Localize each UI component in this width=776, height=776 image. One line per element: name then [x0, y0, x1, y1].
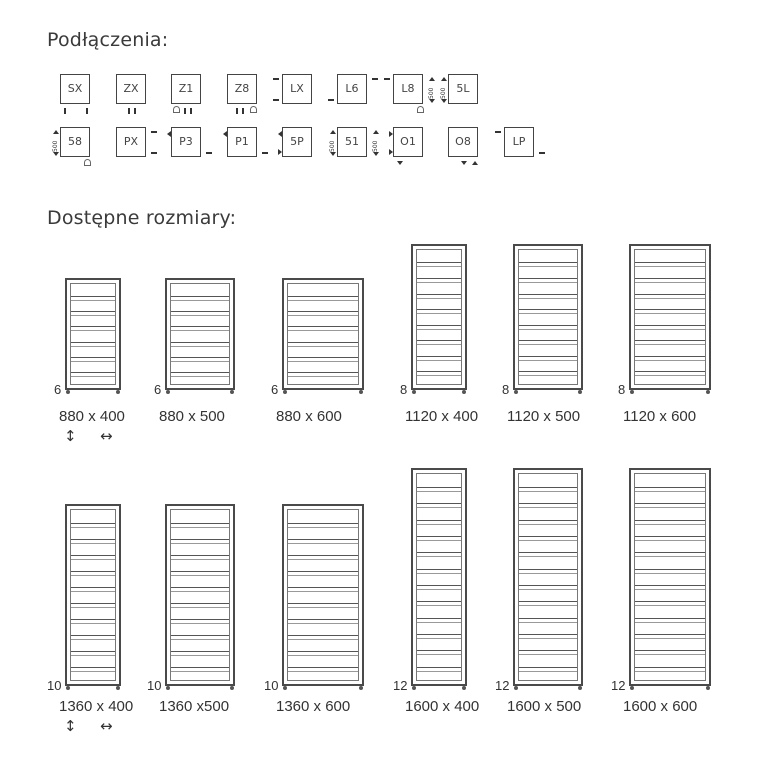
- size-label: 880 x 400: [59, 408, 125, 425]
- radiator-0-3: [411, 244, 467, 390]
- radiator-foot: [706, 686, 710, 690]
- radiator-1-1: [165, 504, 235, 686]
- radiator-foot: [359, 390, 363, 394]
- radiator-foot: [578, 686, 582, 690]
- pipe-mark: [539, 152, 545, 154]
- radiator-rung: [71, 651, 115, 656]
- radiator-rung: [171, 555, 229, 560]
- radiator-rung: [417, 340, 461, 345]
- radiator-foot: [514, 390, 518, 394]
- arrow-icon: [373, 130, 379, 134]
- radiator-rung: [288, 539, 358, 544]
- connection-P3: [171, 127, 201, 157]
- connection-P1: [227, 127, 257, 157]
- radiator-rung: [417, 552, 461, 557]
- arrow-icon: [330, 152, 336, 156]
- vertical-arrow-icon: ↕: [64, 427, 77, 445]
- radiator-foot: [230, 390, 234, 394]
- arrow-icon: [278, 149, 282, 155]
- arrow-icon: [429, 99, 435, 103]
- connection-51: [329, 127, 379, 157]
- radiator-rung: [519, 667, 577, 672]
- rung-count: 10: [264, 678, 279, 693]
- radiator-foot: [66, 390, 70, 394]
- radiator-rung: [288, 635, 358, 640]
- radiator-rung: [171, 603, 229, 608]
- radiator-rung: [635, 569, 705, 574]
- connection-code: ZX: [123, 82, 139, 95]
- rung-count: 10: [47, 678, 62, 693]
- radiator-rung: [635, 667, 705, 672]
- radiator-rung: [417, 487, 461, 492]
- pipe-mark: [151, 152, 157, 154]
- radiator-rung: [417, 536, 461, 541]
- connection-5L: [440, 74, 478, 104]
- radiator-foot: [116, 390, 120, 394]
- radiator-rung: [417, 667, 461, 672]
- radiator-0-2: [282, 278, 364, 390]
- radiator-rung: [519, 585, 577, 590]
- size-label: 1360 x500: [159, 698, 230, 715]
- radiator-rung: [171, 667, 229, 672]
- radiator-foot: [630, 686, 634, 690]
- connection-SX: [60, 74, 90, 104]
- radiator-foot: [116, 686, 120, 690]
- arrow-icon: [472, 161, 478, 165]
- radiator-rung: [171, 326, 229, 331]
- radiator-rung: [519, 569, 577, 574]
- pipe-mark: [384, 78, 390, 80]
- pipe-mark: [86, 108, 88, 114]
- radiator-rung: [635, 487, 705, 492]
- radiator-rung: [288, 296, 358, 301]
- arrow-icon: [441, 77, 447, 81]
- rung-count: 12: [393, 678, 408, 693]
- connection-code: Z1: [178, 82, 194, 95]
- dimension-label: 500: [52, 140, 59, 152]
- radiator-rung: [635, 618, 705, 623]
- size-label: 1360 x 600: [276, 698, 351, 715]
- radiator-rung: [171, 587, 229, 592]
- connection-code: Z8: [234, 82, 250, 95]
- arrow-icon: [373, 152, 379, 156]
- radiator-foot: [166, 686, 170, 690]
- radiator-rung: [71, 635, 115, 640]
- radiator-rung: [288, 587, 358, 592]
- radiator-rung: [417, 650, 461, 655]
- connection-code: PX: [123, 135, 139, 148]
- connection-Z8: [227, 74, 257, 104]
- rung-count: 8: [618, 382, 626, 397]
- radiator-rung: [417, 601, 461, 606]
- size-label: 880 x 600: [276, 408, 342, 425]
- radiator-rung: [71, 326, 115, 331]
- radiator-rung: [417, 356, 461, 361]
- radiator-rung: [171, 523, 229, 528]
- radiator-rung: [71, 587, 115, 592]
- arrow-icon: [223, 131, 227, 137]
- radiator-rung: [519, 340, 577, 345]
- radiator-rung: [519, 536, 577, 541]
- vertical-arrow-icon: ↕: [64, 717, 77, 735]
- pipe-mark: [372, 78, 378, 80]
- radiator-rung: [417, 309, 461, 314]
- radiator-rung: [71, 357, 115, 362]
- radiator-rung: [635, 356, 705, 361]
- radiator-rung: [71, 539, 115, 544]
- connection-code: O1: [400, 135, 416, 148]
- valve-icon: [417, 106, 424, 113]
- valve-icon: [173, 106, 180, 113]
- radiator-rung: [635, 309, 705, 314]
- radiator-rung: [171, 357, 229, 362]
- pipe-mark: [206, 152, 212, 154]
- radiator-rung: [71, 296, 115, 301]
- radiator-rung: [635, 536, 705, 541]
- radiator-0-5: [629, 244, 711, 390]
- size-label: 1120 x 400: [405, 408, 479, 425]
- rung-count: 12: [611, 678, 626, 693]
- radiator-rung: [635, 371, 705, 376]
- arrow-icon: [278, 131, 282, 137]
- radiator-rung: [71, 667, 115, 672]
- sizes-heading: Dostępne rozmiary:: [47, 207, 237, 229]
- radiator-rung: [288, 619, 358, 624]
- radiator-rung: [635, 278, 705, 283]
- size-label: 1360 x 400: [59, 698, 134, 715]
- arrow-icon: [441, 99, 447, 103]
- pipe-mark: [151, 131, 157, 133]
- radiator-inner-frame: [518, 249, 578, 385]
- radiator-foot: [359, 686, 363, 690]
- radiator-rung: [519, 601, 577, 606]
- radiator-rung: [635, 520, 705, 525]
- radiator-1-4: [513, 468, 583, 686]
- size-label: 1120 x 600: [623, 408, 697, 425]
- radiator-1-2: [282, 504, 364, 686]
- connection-Z1: [171, 74, 201, 104]
- radiator-rung: [519, 520, 577, 525]
- dimension-label: 500: [372, 140, 379, 152]
- radiator-rung: [635, 601, 705, 606]
- connection-O1: [393, 127, 423, 157]
- connection-O8: [448, 127, 478, 157]
- radiator-foot: [514, 686, 518, 690]
- radiator-foot: [630, 390, 634, 394]
- radiator-inner-frame: [634, 249, 706, 385]
- radiator-foot: [462, 390, 466, 394]
- radiator-rung: [71, 555, 115, 560]
- radiator-rung: [519, 325, 577, 330]
- connection-code: L8: [401, 82, 415, 95]
- connection-PX: [116, 127, 146, 157]
- radiator-rung: [171, 635, 229, 640]
- pipe-mark: [242, 108, 244, 114]
- pipe-mark: [273, 78, 279, 80]
- radiator-rung: [519, 356, 577, 361]
- radiator-inner-frame: [416, 249, 462, 385]
- radiator-rung: [635, 503, 705, 508]
- size-label: 1600 x 600: [623, 698, 698, 715]
- rung-count: 6: [154, 382, 162, 397]
- radiator-rung: [171, 571, 229, 576]
- radiator-rung: [417, 371, 461, 376]
- size-label: 1120 x 500: [507, 408, 581, 425]
- pipe-mark: [128, 108, 130, 114]
- radiator-rung: [288, 357, 358, 362]
- radiator-rung: [288, 372, 358, 377]
- radiator-rung: [635, 294, 705, 299]
- pipe-mark: [190, 108, 192, 114]
- connection-L6: [337, 74, 367, 104]
- radiator-foot: [283, 390, 287, 394]
- radiator-rung: [417, 634, 461, 639]
- dimension-label: 500: [428, 87, 435, 99]
- radiator-foot: [230, 686, 234, 690]
- radiator-rung: [635, 262, 705, 267]
- radiator-rung: [417, 503, 461, 508]
- connection-58: [52, 127, 90, 157]
- connection-code: O8: [455, 135, 471, 148]
- radiator-rung: [417, 278, 461, 283]
- pipe-mark: [184, 108, 186, 114]
- horizontal-arrow-icon: ↔: [100, 427, 113, 445]
- radiator-rung: [288, 523, 358, 528]
- radiator-rung: [71, 523, 115, 528]
- arrow-icon: [330, 130, 336, 134]
- connection-LP: [504, 127, 534, 157]
- radiator-0-1: [165, 278, 235, 390]
- radiator-rung: [288, 571, 358, 576]
- connection-code: 58: [68, 135, 82, 148]
- radiator-rung: [519, 309, 577, 314]
- size-label: 880 x 500: [159, 408, 225, 425]
- radiator-rung: [288, 326, 358, 331]
- dimension-label: 500: [329, 140, 336, 152]
- radiator-foot: [412, 686, 416, 690]
- pipe-mark: [262, 152, 268, 154]
- connection-L8: [393, 74, 435, 104]
- connection-code: P3: [179, 135, 193, 148]
- radiator-rung: [71, 342, 115, 347]
- radiator-rung: [288, 342, 358, 347]
- radiator-rung: [71, 311, 115, 316]
- radiator-rung: [171, 342, 229, 347]
- valve-icon: [84, 159, 91, 166]
- pipe-mark: [64, 108, 66, 114]
- radiator-rung: [519, 634, 577, 639]
- connection-LX: [282, 74, 312, 104]
- radiator-rung: [288, 311, 358, 316]
- radiator-rung: [71, 372, 115, 377]
- arrow-icon: [53, 130, 59, 134]
- size-label: 1600 x 400: [405, 698, 480, 715]
- radiator-foot: [66, 686, 70, 690]
- radiator-rung: [519, 650, 577, 655]
- radiator-0-0: [65, 278, 121, 390]
- radiator-foot: [706, 390, 710, 394]
- radiator-foot: [166, 390, 170, 394]
- radiator-rung: [635, 585, 705, 590]
- radiator-rung: [417, 262, 461, 267]
- rung-count: 6: [54, 382, 62, 397]
- arrow-icon: [461, 161, 467, 165]
- radiator-rung: [171, 619, 229, 624]
- dimension-label: 500: [440, 87, 447, 99]
- radiator-foot: [412, 390, 416, 394]
- connection-code: SX: [67, 82, 83, 95]
- radiator-rung: [288, 555, 358, 560]
- radiator-rung: [417, 294, 461, 299]
- arrow-icon: [167, 131, 171, 137]
- connection-code: 5P: [290, 135, 304, 148]
- radiator-rung: [417, 585, 461, 590]
- radiator-rung: [288, 651, 358, 656]
- radiator-1-0: [65, 504, 121, 686]
- radiator-rung: [635, 552, 705, 557]
- radiator-rung: [635, 650, 705, 655]
- radiator-rung: [519, 503, 577, 508]
- rung-count: 6: [271, 382, 279, 397]
- connection-code: L6: [345, 82, 359, 95]
- connection-code: 51: [345, 135, 359, 148]
- connections-heading: Podłączenia:: [47, 29, 169, 51]
- radiator-1-3: [411, 468, 467, 686]
- radiator-foot: [283, 686, 287, 690]
- radiator-rung: [288, 603, 358, 608]
- radiator-rung: [171, 296, 229, 301]
- radiator-rung: [519, 294, 577, 299]
- connection-code: LX: [290, 82, 304, 95]
- connection-code: 5L: [456, 82, 470, 95]
- pipe-mark: [328, 99, 334, 101]
- radiator-rung: [635, 325, 705, 330]
- radiator-rung: [635, 340, 705, 345]
- radiator-rung: [417, 520, 461, 525]
- arrow-icon: [389, 149, 393, 155]
- radiator-rung: [519, 262, 577, 267]
- arrow-icon: [389, 131, 393, 137]
- radiator-rung: [417, 325, 461, 330]
- radiator-rung: [171, 372, 229, 377]
- arrow-icon: [397, 161, 403, 165]
- radiator-rung: [519, 487, 577, 492]
- radiator-rung: [519, 552, 577, 557]
- pipe-mark: [495, 131, 501, 133]
- radiator-rung: [635, 634, 705, 639]
- rung-count: 12: [495, 678, 510, 693]
- pipe-mark: [236, 108, 238, 114]
- connection-5P: [282, 127, 312, 157]
- radiator-rung: [519, 278, 577, 283]
- radiator-foot: [462, 686, 466, 690]
- radiator-rung: [519, 371, 577, 376]
- horizontal-arrow-icon: ↔: [100, 717, 113, 735]
- radiator-rung: [171, 311, 229, 316]
- radiator-foot: [578, 390, 582, 394]
- radiator-rung: [288, 667, 358, 672]
- rung-count: 10: [147, 678, 162, 693]
- radiator-rung: [71, 603, 115, 608]
- arrow-icon: [429, 77, 435, 81]
- radiator-rung: [71, 571, 115, 576]
- radiator-rung: [71, 619, 115, 624]
- pipe-mark: [134, 108, 136, 114]
- radiator-rung: [171, 651, 229, 656]
- connection-ZX: [116, 74, 146, 104]
- radiator-rung: [417, 618, 461, 623]
- radiator-rung: [519, 618, 577, 623]
- radiator-1-5: [629, 468, 711, 686]
- rung-count: 8: [502, 382, 510, 397]
- size-label: 1600 x 500: [507, 698, 582, 715]
- connection-code: LP: [512, 135, 526, 148]
- radiator-0-4: [513, 244, 583, 390]
- valve-icon: [250, 106, 257, 113]
- pipe-mark: [273, 99, 279, 101]
- radiator-rung: [417, 569, 461, 574]
- arrow-icon: [53, 152, 59, 156]
- connection-code: P1: [235, 135, 249, 148]
- radiator-rung: [171, 539, 229, 544]
- rung-count: 8: [400, 382, 408, 397]
